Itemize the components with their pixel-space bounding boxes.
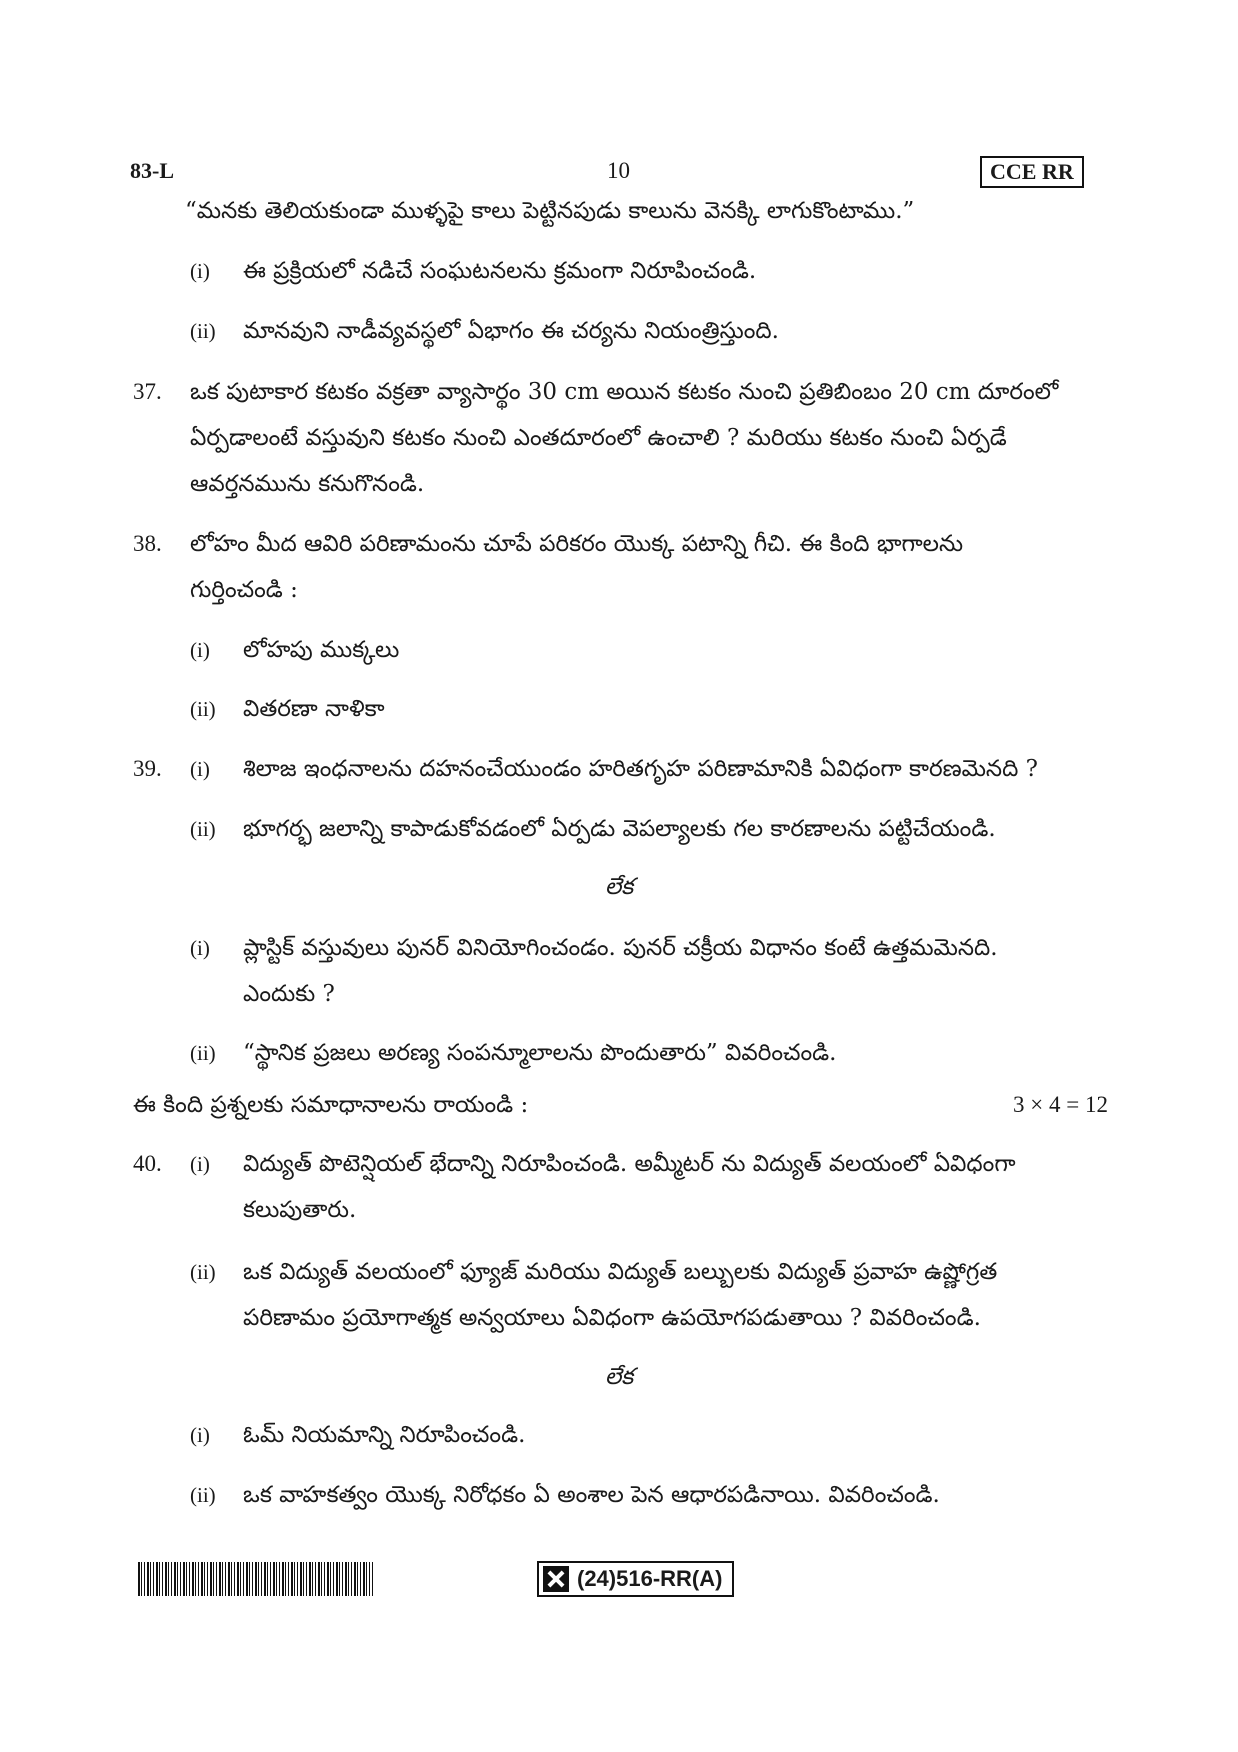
- q38-ii-label: (ii): [190, 697, 216, 721]
- q37-line: ఆవర్తనమును కనుగొనండి.: [190, 471, 425, 497]
- q39-alt-i-line: ప్లాస్టిక్ వస్తువులు పునర్ వినియోగించండం. పునర్ చక్రీయ విధానం కంటే ఉత్తమమెనది.: [243, 935, 998, 961]
- q37-number: 37.: [133, 379, 162, 404]
- q40-alt-ii-text: ఒక వాహకత్వం యొక్క నిరోధకం ఏ అంశాల పెన ఆధారపడినాయి. వివరించండి.: [243, 1482, 940, 1508]
- q40-alt-i-label: (i): [190, 1423, 210, 1447]
- q39-alt-ii-text: “స్థానిక ప్రజలు అరణ్య సంపన్మూలాలను పొందుతారు” వివరించండి.: [243, 1040, 837, 1066]
- q39-alt-ii-label: (ii): [190, 1041, 216, 1065]
- q39-ii-text: భూగర్భ జలాన్ని కాపాడుకోవడంలో ఏర్పడు వెపల్యాలకు గల కారణాలను పట్టిచేయండి.: [243, 816, 996, 842]
- q38-ii-text: వితరణా నాళికా: [243, 696, 385, 722]
- q38-i-label: (i): [190, 638, 210, 662]
- paper-box: CCE RR: [980, 156, 1084, 188]
- q40-alt-i-text: ఓమ్ నియమాన్ని నిరూపించండి.: [243, 1422, 526, 1448]
- paper-code: 83-L: [130, 158, 174, 183]
- barcode: [138, 1562, 373, 1596]
- q39-ii-label: (ii): [190, 817, 216, 841]
- q40-i-line: కలుపుతారు.: [243, 1197, 357, 1223]
- q38-number: 38.: [133, 531, 162, 556]
- page-number: 10: [607, 158, 630, 183]
- q40-i-label: (i): [190, 1152, 210, 1176]
- q37-line: ఏర్పడాలంటే వస్తువుని కటకం నుంచి ఎంతదూరంలో ఉంచాలి ? మరియు కటకం నుంచి ఏర్పడే: [190, 425, 1007, 451]
- q36-i-text: ఈ ప్రక్రియలో నడిచే సంఘటనలను క్రమంగా నిరూపించండి.: [243, 258, 757, 284]
- q40-alt-ii-label: (ii): [190, 1483, 216, 1507]
- q40-ii-label: (ii): [190, 1260, 216, 1284]
- q39-i-label: (i): [190, 757, 210, 781]
- q39-alt-i-line: ఎందుకు ?: [243, 981, 335, 1007]
- q38-i-text: లోహపు ముక్కలు: [243, 637, 400, 663]
- section-instruction: ఈ కింది ప్రశ్నలకు సమాధానాలను రాయండి :: [133, 1092, 529, 1118]
- q38-line: లోహం మీద ఆవిరి పరిణామంను చూపే పరికరం యొక్క పటాన్ని గీచి. ఈ కింది భాగాలను: [190, 531, 964, 557]
- q40-or: లేక: [604, 1364, 634, 1390]
- q38-line: గుర్తించండి :: [190, 577, 298, 603]
- footer-code-box: [537, 1561, 734, 1597]
- board-logo-icon: [543, 1566, 569, 1592]
- q36-i-label: (i): [190, 259, 210, 283]
- q40-number: 40.: [133, 1151, 162, 1176]
- footer-code: (24)516-RR(A): [577, 1566, 723, 1591]
- q36-ii-text: మానవుని నాడీవ్యవస్థలో ఏభాగం ఈ చర్యను నియంత్రిస్తుంది.: [243, 318, 779, 344]
- q39-i-text: శిలాజ ఇంధనాలను దహనంచేయుండం హరితగృహ పరిణామానికి ఏవిధంగా కారణమెనది ?: [243, 756, 1038, 782]
- section-marks: 3 × 4 = 12: [1013, 1092, 1108, 1117]
- q39-alt-i-label: (i): [190, 936, 210, 960]
- q36-ii-label: (ii): [190, 319, 216, 343]
- q40-ii-line: ఒక విద్యుత్ వలయంలో ఫ్యూజ్ మరియు విద్యుత్ బల్బులకు విద్యుత్ ప్రవాహ ఉష్ణోగ్రత: [243, 1259, 998, 1285]
- q40-ii-line: పరిణామం ప్రయోగాత్మక అన్వయాలు ఏవిధంగా ఉపయోగపడుతాయి ? వివరించండి.: [243, 1305, 981, 1331]
- q37-line: ఒక పుటాకార కటకం వక్రతా వ్యాసార్థం 30 cm అయిన కటకం నుంచి ప్రతిబింబం 20 cm దూరంలో: [190, 379, 1059, 405]
- q39-or: లేక: [604, 874, 634, 900]
- q40-i-line: విద్యుత్ పొటెన్షియల్ భేదాన్ని నిరూపించండి. అమ్మీటర్ ను విద్యుత్ వలయంలో ఏవిధంగా: [243, 1151, 1016, 1177]
- q39-number: 39.: [133, 756, 162, 781]
- q36-quote: “మనకు తెలియకుండా ముళ్ళపై కాలు పెట్టినపుడు కాలును వెనక్కి లాగుకొంటాము.”: [185, 198, 915, 224]
